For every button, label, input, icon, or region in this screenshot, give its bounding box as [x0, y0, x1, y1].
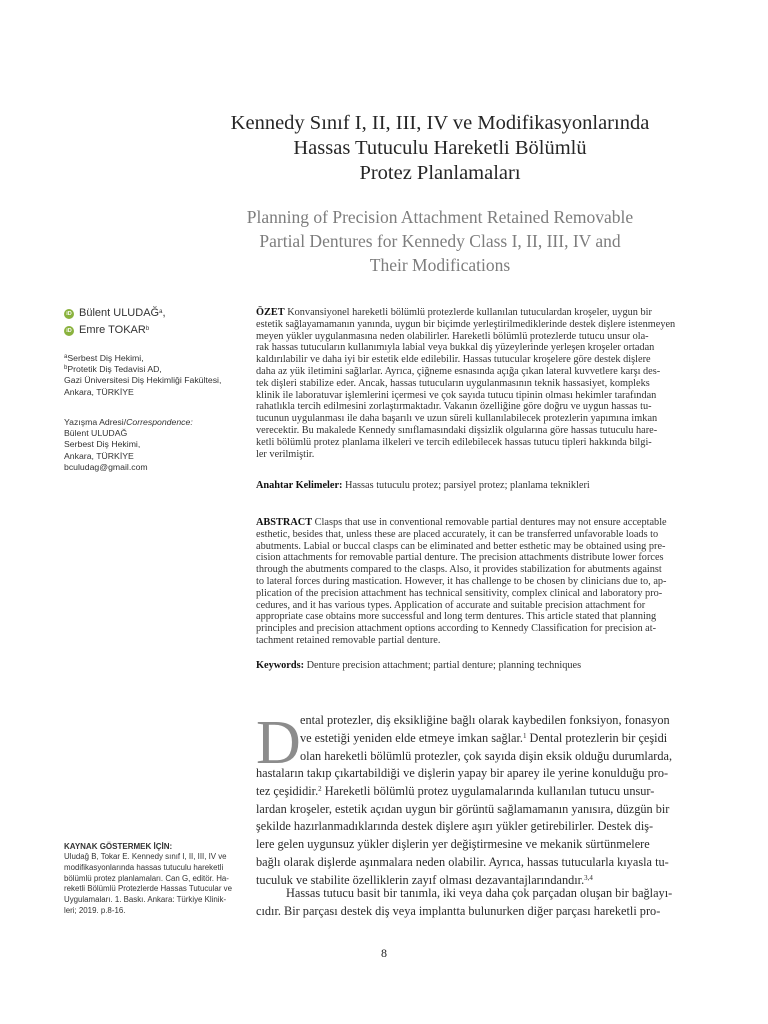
abstract-line — [256, 517, 690, 529]
corr-label-tr: Yazışma Adresi/ — [64, 417, 127, 427]
corr-line: Serbest Diş Hekimi, — [64, 439, 141, 450]
citation-line: bölümlü protez planlamaları. Can G, editör. Ha- — [64, 873, 229, 883]
corr-email[interactable]: bculudag@gmail.com — [64, 461, 148, 472]
orcid-icon[interactable]: iD — [64, 326, 74, 336]
citation-line: leri; 2019. p.8-16. — [64, 905, 126, 915]
body-line: lardan kroşeler, estetik açıdan uygun bir görüntü sağlamamanın yanısıra, düzgün bir — [256, 801, 670, 816]
citation-box — [64, 842, 246, 917]
citation-line: Uygulamaları. 1. Baskı. Ankara: Türkiye Klinik- — [64, 895, 227, 905]
ozet-line: kaldırılabilir ve daha iyi bir estetik elde edilebilir. Hassas tutucular kroşelere göre destek dişlere — [256, 354, 651, 366]
abstract-line: esthetic, besides that, unless these are placed accurately, it can be transferred unfavorable loads to — [256, 528, 659, 540]
author-name: Bülent ULUDAĞ — [79, 307, 160, 319]
body-text: tuculuk ve stabilite özelliklerin zayıf olması dezavantajlarındandır. — [256, 872, 585, 887]
ozet-line: klinik ile laboratuvar işlemlerini içermesi ve çok sayıda tutucu tipinin olması hekimler tarafından — [256, 389, 657, 401]
ozet-line: ketli bölümlü protez planlama ilkeleri ve tercih edilebilecek hassas tutucu tipleri hakkında bilgi- — [256, 436, 652, 448]
body-line: lere gelen uygunsuz yükler dişlerin yer değiştirmesine ve mekanik sürtünmelere — [256, 837, 650, 852]
aff-text: Ankara, TÜRKİYE — [64, 386, 134, 397]
title-tr-line: Hassas Tutuculu Hareketli Bölümlü — [293, 137, 587, 159]
affiliation-line — [64, 353, 246, 364]
body-line: olan hareketli bölümlü protezler, çok sayıda dişin eksik olduğu durumlarda, — [300, 748, 673, 763]
body-text: ve estetiği yeniden elde etmeye imkan sağlar. — [300, 730, 523, 745]
orcid-icon[interactable]: iD — [64, 309, 74, 319]
corr-line: Bülent ULUDAĞ — [64, 428, 128, 439]
abstract-line: plication of the precision attachment has technical sensitivity, complex clinical and laboratory pro- — [256, 587, 663, 599]
title-en-line: Partial Dentures for Kennedy Class I, II, III, IV and — [259, 231, 621, 251]
title-turkish — [200, 111, 680, 186]
abstract-label: ABSTRACT — [256, 517, 313, 528]
affiliation-line — [64, 375, 246, 386]
author-trail: , — [162, 307, 166, 319]
ozet-line — [256, 307, 690, 319]
author-1 — [64, 307, 246, 320]
title-en-line: Planning of Precision Attachment Retained Removable — [246, 207, 634, 227]
body-line: Hassas tutucu basit bir tanımla, iki veya daha çok parçadan oluşan bir bağlayı- — [286, 886, 673, 900]
body-text: Dental protezlerin bir çeşidi — [526, 730, 668, 745]
author-list — [64, 307, 246, 337]
author-name: Emre TOKAR — [79, 324, 146, 336]
ozet-line: daha az yük iletimini sağlarlar. Ayrıca, çiğneme esnasında açığa çıkan lateral kuvvetlere karşı des- — [256, 365, 661, 377]
anahtar-label: Anahtar Kelimeler: — [256, 480, 343, 491]
ozet-text: Konvansiyonel hareketli bölümlü protezlerde kullanılan tutuculardan kroşeler, uygun bir — [284, 307, 652, 318]
title-english — [200, 205, 680, 277]
abstract-line: through the abutments compared to the clasps. Also, it provides stabilization for abutments against — [256, 564, 662, 576]
title-tr-line: Kennedy Sınıf I, II, III, IV ve Modifikasyonlarında — [230, 112, 650, 134]
abstract-line: appropriate case obtains more successful and long term dentures. This article stated that planning — [256, 611, 657, 623]
aff-text: Protetik Diş Tedavisi AD, — [67, 364, 162, 375]
correspondence-label — [64, 417, 246, 428]
ozet-line: verecektir. Bu makalede Kennedy sınıflamasındaki dişsizlik olgularına göre hassas tutuculu hare- — [256, 424, 658, 436]
affiliations — [64, 353, 246, 398]
anahtar-text: Hassas tutuculu protez; parsiyel protez; planlama teknikleri — [342, 480, 590, 491]
citation-line: modifikasyonlarında hassas tutuculu hareketli — [64, 862, 224, 872]
ozet-line: tucunun uygulanması ile daha başarılı ve uzun süreli kullanılabilecek protezlerin yapımına imkan — [256, 413, 658, 425]
citation-heading: KAYNAK GÖSTERMEK İÇİN: — [64, 842, 173, 851]
ozet-label: ÖZET — [256, 307, 285, 318]
body-text: tez çeşididir. — [256, 783, 319, 798]
body-paragraph-2 — [256, 885, 690, 921]
correspondence — [64, 417, 246, 473]
title-tr-line: Protez Planlamaları — [359, 162, 521, 184]
abstract-line: cedures, and it has various types. Application of accurate and suitable precision attachment for — [256, 599, 646, 611]
affiliation-line — [64, 364, 246, 375]
body-paragraph-1 — [256, 765, 690, 890]
citation-sup: 2 — [318, 784, 322, 793]
body-line: ental protezler, diş eksikliğine bağlı olarak kaybedilen fonksiyon, fonasyon — [300, 713, 670, 727]
keywords-label: Keywords: — [256, 660, 305, 671]
body-line: şekilde hazırlanmadıklarında destek dişlere aşırı yükler getirebilirler. Destek diş- — [256, 819, 654, 834]
body-line: bağlı olarak dişlerde aşınmalara neden olabilir. Ayrıca, hassas tutucularla kıyasla tu- — [256, 854, 669, 869]
ozet-line: rahatlıkla tercih edilmesini zorlaştırmaktadır. Vakanın özelliğine göre doğru ve uygun hassas tu- — [256, 401, 652, 413]
body-paragraph-1-indent — [300, 712, 690, 765]
abstract-line: cision attachments for removable partial denture. The precision attachments distribute lower forces — [256, 552, 664, 564]
abstract-text: Clasps that use in conventional removable partial dentures may not ensure acceptable — [312, 517, 667, 528]
affiliation-line — [64, 387, 246, 398]
citation-sup: 1 — [522, 731, 527, 740]
page-number: 8 — [381, 946, 387, 960]
aff-sup: a — [64, 354, 68, 360]
aff-sup: b — [64, 365, 68, 372]
corr-line: Ankara, TÜRKİYE — [64, 450, 134, 461]
abstract-line: principles and precision attachment options according to Kennedy Classification for precision at- — [256, 623, 657, 635]
body-line — [256, 783, 690, 801]
drop-cap: D — [256, 709, 301, 777]
abstract-line: to lateral forces during mastication. However, it has challenge to be chosen by clinicians due to, ap- — [256, 575, 667, 587]
keywords — [256, 660, 690, 672]
ozet-line: meyen yükler uygulanmasına neden olabilirler. Hareketli bölümlü protezlerde tutucu unsur ola- — [256, 330, 649, 342]
body-line: hastaların takıp çıkartabildiği ve dişlerin yapay bir aparey ile yerine konulduğu pro- — [256, 766, 669, 780]
body-line — [300, 730, 690, 748]
ozet-line: estetik sağlayamamanın yanında, uygun bir biçimde yerleştirilmediklerinde destek dişlere istenmeyen — [256, 318, 676, 330]
author-sup: a — [159, 309, 163, 315]
abstract-block — [256, 517, 690, 647]
citation-line: reketli Bölümlü Protezlerde Hassas Tutucular ve — [64, 884, 232, 894]
citation-line: Uludağ B, Tokar E. Kennedy sınıf I, II, III, IV ve — [64, 852, 227, 861]
body-text: Hareketli bölümlü protez uygulamalarında kullanılan tutucu unsur- — [321, 783, 655, 798]
aff-text: Serbest Diş Hekimi, — [67, 353, 144, 363]
abstract-line: tachment retained removable partial denture. — [256, 634, 441, 646]
abstract-line: abutments. Labial or buccal clasps can be eliminated and better esthetic may be obtained using pre- — [256, 540, 666, 552]
body-line: cıdır. Bir parçası destek diş veya implantta bulunurken diğer parçası hareketli pro- — [256, 903, 661, 918]
ozet-line: tek dişleri stabilize eder. Ancak, hassas tutucuların uygulanmasının teknik hassasiyet, kompleks — [256, 377, 650, 389]
author-2 — [64, 324, 246, 337]
aff-text: Gazi Üniversitesi Diş Hekimliği Fakültesi, — [64, 375, 222, 386]
corr-label-en: Correspondence: — [126, 417, 193, 427]
author-sup: b — [145, 326, 150, 332]
ozet-line: ler verilmiştir. — [256, 448, 315, 460]
citation-sup: 3,4 — [584, 873, 593, 882]
ozet-line: rak hassas tutucuların kullanımıyla labial veya bukkal diş yüzeylerinde yerleşen kroşeler ortadan — [256, 342, 655, 354]
title-en-line: Their Modifications — [369, 255, 511, 275]
anahtar-kelimeler — [256, 480, 690, 492]
ozet-block — [256, 307, 690, 460]
keywords-text: Denture precision attachment; partial denture; planning techniques — [304, 660, 582, 671]
